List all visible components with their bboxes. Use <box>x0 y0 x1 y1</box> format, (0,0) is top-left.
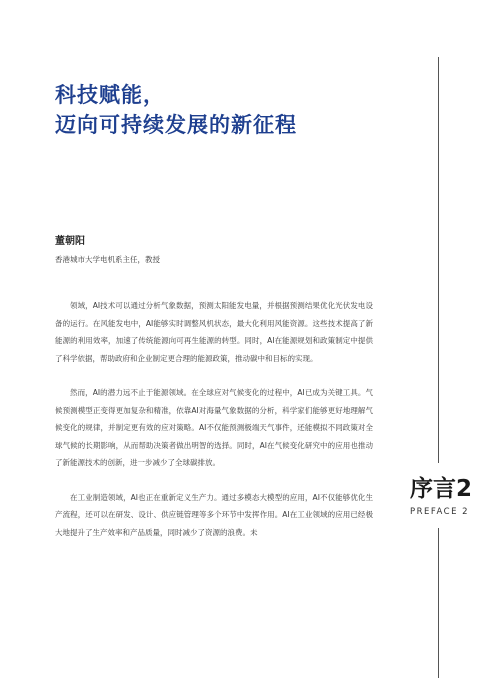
author-name: 董朝阳 <box>55 236 85 247</box>
paragraph-2: 然而，AI的潜力远不止于能源领域。在全球应对气候变化的过程中，AI已成为关键工具。气候预测模型正变得更加复杂和精准，依靠AI对海量气象数据的分析，科学家们能够更好地理解气候变化的规律，并制定更有效的应对策略。AI不仅能预测极端天气事件，还能模拟不同政策对全球气候的长期影响，从而帮助决策者做出明智的选择。同时，AI在气候变化研究中的应用也推动了新能源技术的创新，进一步减少了全球碳排放。 <box>55 388 373 467</box>
page-title <box>55 80 297 140</box>
body-text <box>55 297 373 558</box>
title-line-2: 迈向可持续发展的新征程 <box>55 113 297 137</box>
title-line-1: 科技赋能， <box>55 83 165 107</box>
vertical-divider-top <box>438 57 439 463</box>
vertical-divider-bottom <box>438 528 439 678</box>
author-position: 香港城市大学电机系主任，教授 <box>55 255 160 264</box>
paragraph-1: 领域，AI技术可以通过分析气象数据，预测太阳能发电量，并根据预测结果优化光伏发电设备的运行。在风能发电中，AI能够实时调整风机状态，最大化利用风能资源。这些技术提高了新能源的利用效率，加速了传统能源向可再生能源的转型。同时，AI在能源规划和政策制定中提供了科学依据，帮助政府和企业制定更合理的能源政策，推动碳中和目标的实现。 <box>55 301 373 363</box>
section-label-en: PREFACE 2 <box>410 507 470 517</box>
section-label-cn: 序言2 <box>410 476 473 502</box>
author-block <box>55 234 355 268</box>
paragraph-3: 在工业制造领域，AI也正在重新定义生产力。通过多模态大模型的应用，AI不仅能够优化生产流程，还可以在研发、设计、供应链管理等多个环节中发挥作用。AI在工业领域的应用已经极大地提升了生产效率和产品质量，同时减少了资源的浪费。未 <box>55 492 373 537</box>
